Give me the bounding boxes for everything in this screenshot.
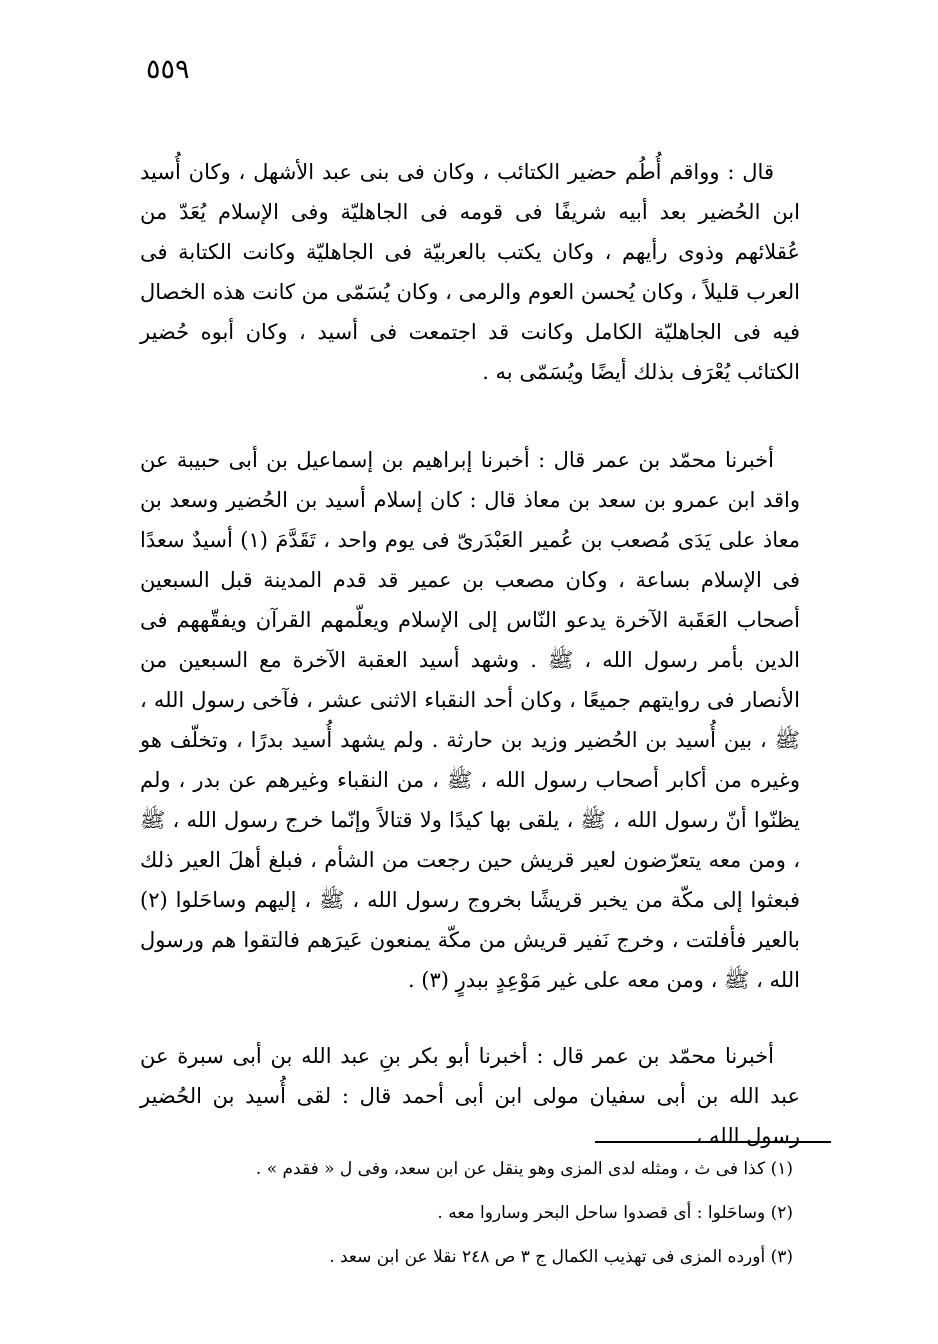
body-paragraph: أخبرنا محمّد بن عمر قال : أخبرنا إبراهيم بن إسماعيل بن أبى حبيبة عن واقد ابن عمرو بن سعد بن معاذ قال : كان إسلام أسيد بن الحُضير وسعد بن معاذ على يَدَى مُصعب بن عُمير العَبْدَرىّ فى يوم واحد ، تَقَدَّمَ (١) أسيدٌ سعدًا فى الإسلام بساعة ، وكان مصعب بن عمير قد قدم المدينة قبل السبعين أصحاب العَقَبة الآخرة يدعو النّاس إلى الإسلام ويعلّمهم القرآن ويفقّههم فى الدين بأمر رسول الله ، ﷺ . وشهد أسيد العقبة الآخرة مع السبعين من الأنصار فى روايتهم جميعًا ، وكان أحد النقباء الاثنى عشر ، فآخى رسول الله ، ﷺ ، بين أُسيد بن الحُضير وزيد بن حارثة . ولم يشهد أُسيد بدرًا ، وتخلّف هو وغيره من أكابر أصحاب رسول الله ، ﷺ ، من النقباء وغيرهم عن بدر ، ولم يظنّوا أنّ رسول الله ، ﷺ ، يلقى بها كيدًا ولا قتالاً وإنّما خرج رسول الله ، ﷺ ، ومن معه يتعرّضون لعير قريش حين رجعت من الشأم ، فبلغ أهلَ العير ذلك فبعثوا إلى مكّة من يخبر قريشًا بخروج رسول الله ، ﷺ ، إليهم وساحَلوا (٢) بالعير فأفلتت ، وخرج نَفير قريش من مكّة يمنعون عَيرَهم فالتقوا هم ورسول الله ، ﷺ ، ومن معه على غير مَوْعِدٍ ببدرٍ (٣) . bbox=[140, 448, 800, 992]
footnote: (٣) أورده المزى فى تهذيب الكمال ج ٣ ص ٢٤٨ نقلا عن ابن سعد . bbox=[329, 1247, 793, 1267]
page-number: ٥٥٩ bbox=[146, 54, 190, 85]
body-paragraph: أخبرنا محمّد بن عمر قال : أخبرنا أبو بكر بنِ عبد الله بن أبى سبرة عن عبد الله بن أبى سفيان مولى ابن أبى أحمد قال : لقى أُسيد بن الحُضير رسول الله ، bbox=[140, 1044, 800, 1148]
body-paragraph: قال : وواقم أُطُم حضير الكتائب ، وكان فى بنى عبد الأشهل ، وكان أُسيد ابن الحُضير بعد أبيه شريفًا فى قومه فى الجاهليّة وفى الإسلام يُعَدّ من عُقلائهم وذوى رأيهم ، وكان يكتب بالعربيّة فى الجاهليّة وكانت الكتابة فى العرب قليلاً ، وكان يُحسن العوم والرمى ، وكان يُسَمّى من كانت هذه الخصال فيه فى الجاهليّة الكامل وكانت قد اجتمعت فى أسيد ، وكان أبوه حُضير الكتائب يُعْرَف بذلك أيضًا ويُسَمّى به . bbox=[140, 160, 800, 384]
footnote: (٢) وساحَلوا : أى قصدوا ساحل البحر وساروا معه . bbox=[437, 1203, 793, 1223]
footnote: (١) كذا فى ث ، ومثله لدى المزى وهو ينقل عن ابن سعد، وفى ل « فقدم » . bbox=[255, 1159, 793, 1179]
footnotes bbox=[210, 1153, 793, 1285]
footnote-divider bbox=[595, 1141, 831, 1143]
